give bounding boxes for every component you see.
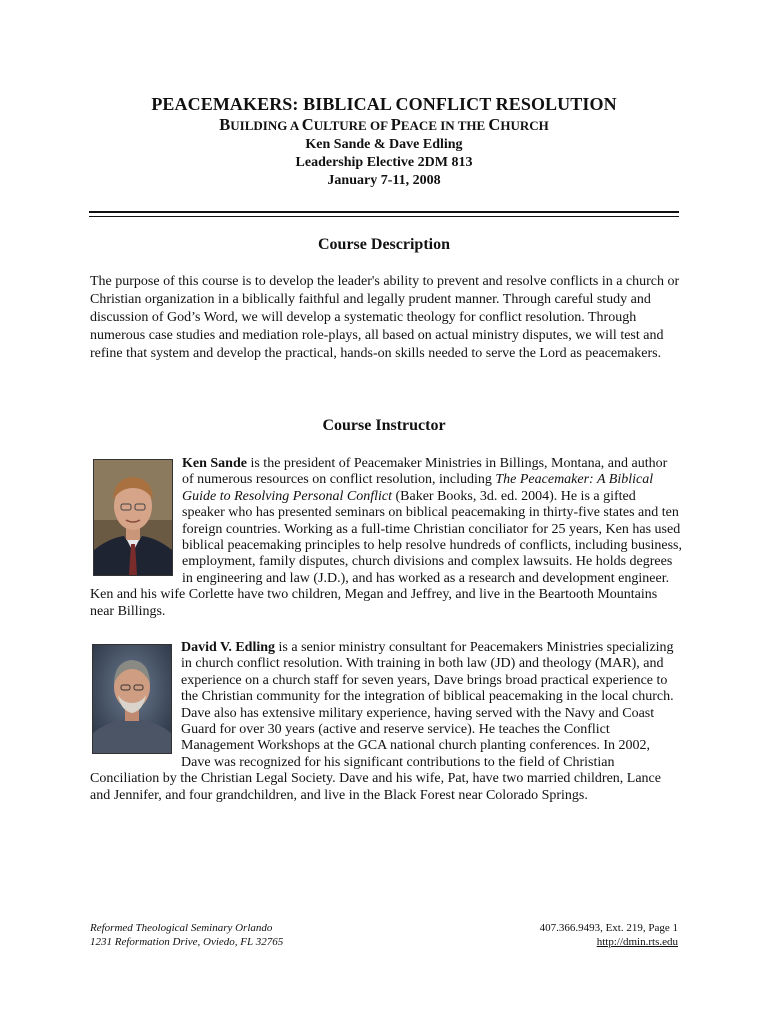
- david-edling-bio: David V. Edling is a senior ministry consultant for Peacemakers Ministries specializing in church conflict resolution. With training in both law (JD) and theology (MAR), and experience on a church staff for seven years, Dave brings broad practical experience to the Christian community for the integration of biblical peacemaking in the local church. Dave also has extensive military experience, having served with the Navy and Coast Guard for over 30 years (active and reserve service). He teaches the Conflict Management Workshops at the GCA national church planting conferences. In 2002, Dave was recognized for his significant contributions to the field of Christian Conciliation by the Christian Legal Society. Dave and his wife, Pat, have two married children, Lance and Jennifer, and four grandchildren, and live in the Black Forest near Colorado Springs.: [90, 640, 674, 803]
- footer-address: 1231 Reformation Drive, Oviedo, FL 32765: [90, 936, 284, 948]
- ken-sande-bio: Ken Sande is the president of Peacemaker Ministries in Billings, Montana, and author of numerous resources on conflict resolution, including The Peacemaker: A Biblical Guide to Resolving Personal Conflict (Baker Books, 3d. ed. 2004). He is a gifted speaker who has presented seminars on biblical peacemaking in thirty-five states and ten foreign countries. Working as a full-time Christian conciliator for 25 years, Ken has used biblical peacemaking principles to help resolve hundreds of conflicts, including business, employment, family disputes, church divisions and complex lawsuits. He holds degrees in engineering and law (J.D.), and has worked as a research and development engineer. Ken and his wife Corlette have two children, Megan and Jeffrey, and live in the Beartooth Mountains near Billings.: [90, 456, 682, 619]
- header-divider-thin: [89, 216, 679, 217]
- ken-sande-name: Ken Sande: [182, 456, 247, 471]
- course-description-text: The purpose of this course is to develop the leader's ability to prevent and resolve conflicts in a church or Christian organization in a biblically faithful and legally prudent manner. Through careful study and discussion of God’s Word, we will develop a systematic theology for conflict resolution. Through numerous case studies and mediation role-plays, all based on actual ministry disputes, we will test and refine that system and develop the practical, hands-on skills needed to serve the Lord as peacemakers.: [90, 274, 680, 361]
- footer-right: [540, 921, 678, 949]
- course-instructor-heading: Course Instructor: [322, 417, 446, 434]
- footer-org: Reformed Theological Seminary Orlando: [90, 922, 273, 934]
- course-line: Leadership Elective 2DM 813: [295, 155, 473, 170]
- authors-line: Ken Sande & Dave Edling: [305, 137, 463, 152]
- document-title: PEACEMAKERS: BIBLICAL CONFLICT RESOLUTION: [151, 94, 617, 114]
- document-subtitle: BUILDING A CULTURE OF PEACE IN THE CHURCH: [219, 115, 549, 134]
- book-title: The Peacemaker: A Biblical Guide to Resolving Personal Conflict: [182, 472, 654, 504]
- footer-url-link[interactable]: http://dmin.rts.edu: [596, 936, 678, 948]
- footer-left: [90, 921, 283, 949]
- footer-phone-page: 407.366.9493, Ext. 219, Page 1: [539, 922, 678, 934]
- header-divider-thick: [89, 211, 679, 213]
- dates-line: January 7-11, 2008: [327, 173, 441, 188]
- course-description-heading: Course Description: [318, 236, 450, 253]
- document-header: [0, 93, 768, 190]
- david-edling-name: David V. Edling: [181, 640, 276, 655]
